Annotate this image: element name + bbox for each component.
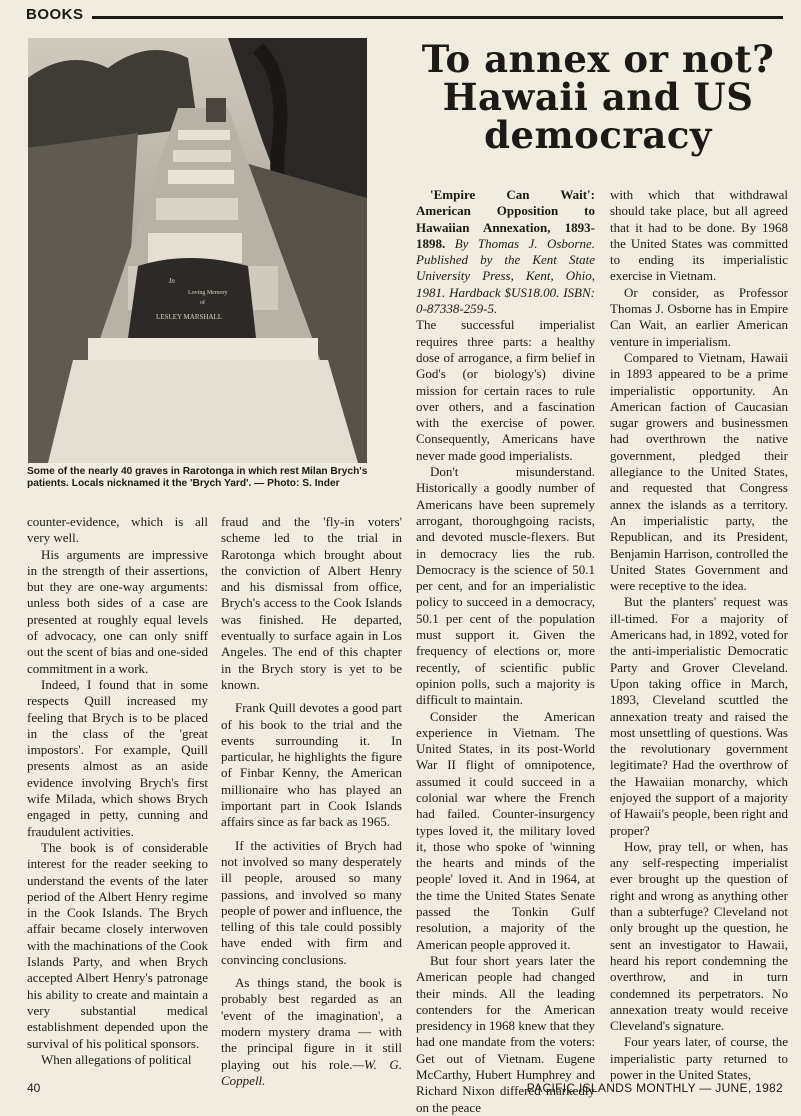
book-reference: [416, 187, 595, 317]
column-4: [610, 187, 788, 1083]
paragraph: Compared to Vietnam, Hawaii in 1893 appeared to be a prime imperialistic opportunity. An American faction of Caucasian sugar growers and businessmen had overthrown the native government, pledged their allegiance to the United States, and requested that Congress annex the islands as a territory. An imperialistic party, the Republican, and its President, Benjamin Harrison, controlled the United States Government and were receptive to the idea.: [610, 349, 788, 594]
headstone-line-3: of: [200, 300, 205, 306]
paragraph: Four years later, of course, the imperialistic party returned to power in the United States,: [610, 1034, 788, 1083]
paragraph: The successful imperialist requires three parts: a healthy dose of arrogance, a firm belief in God's (or biology's) divine mission for certain races to rule over others, and a fascination with the exercise of power. Consequently, Americans have never made good imperialists.: [416, 317, 595, 463]
column-1: [27, 514, 208, 1068]
paragraph: Indeed, I found that in some respects Quill increased my feeling that Brych is to be placed in the class of the 'great impostors'. For example, Quill presents almost as an aside evidence involving Brych's first wife Milada, which shows Brych engaged in petty, cunning and fraudulent activities.: [27, 676, 208, 839]
section-label: BOOKS: [26, 6, 84, 23]
paragraph: The book is of considerable interest for the reader seeking to understand the events of the later period of the Albert Henry regime in the Cook Islands. The Brych affair became closely interwoven with the machinations of the Cook Islands Party, and when Brych accepted Albert Henry's patronage his ability to create and maintain a very substantial medical establishment depended upon the survival of his political sponsors.: [27, 839, 208, 1051]
headstone-line-4: LESLEY MARSHALL: [156, 313, 223, 321]
paragraph: Frank Quill devotes a good part of his book to the trial and the events surrounding it. In particular, he highlights the figure of Finbar Kenny, the American millionaire who has played an important part in Cook Islands affairs since as far back as 1965.: [221, 700, 402, 830]
paragraph: When allegations of political: [41, 1051, 192, 1067]
paragraph: How, pray tell, or when, has any self-respecting imperialist ever brought up the question of right and wrong as anything other than a subterfuge? Cleveland not only brought up the question, he sent an investigator to Hawaii, heard his report condemning the overthrow, and in turn condemned its perpetrators. No annexation treaty would receive Cleveland's signature.: [610, 838, 788, 1034]
paragraph: Don't misunderstand. Historically a goodly number of Americans have been supremely arrogant, thoroughgoing racists, and devoted muscle-flexers. But in democracy lies the rub. Democracy is the science of 50.1 per cent, and for an imperialistic policy to succeed in a democracy, 50.1 per cent of the population must support it. Given the frequency of elections or, more recently, of scientific public opinion polls, such a majority is difficult to maintain.: [416, 464, 595, 708]
paragraph: If the activities of Brych had not involved so many desperately ill people, aroused so many passions, and involved so many people of power and influence, the telling of this tale could possibly have ended with firm and convincing conclusions.: [221, 837, 402, 967]
page-number: 40: [27, 1081, 41, 1095]
paragraph: But the planters' request was ill-timed. For a majority of Americans had, in 1892, voted for the anti-imperialistic Democratic Party and Grover Cleveland. Upon taking office in March, 1893, Cleveland scuttled the annexation treaty and raised the most unsettling of questions. Was the revolutionary government legitimate? Had the overthrow of the Hawaiian monarchy, which enjoyed the support of a majority of Hawaii's people, been right and proper?: [610, 594, 788, 838]
headstone-line-2: Loving Memory: [188, 290, 228, 296]
graves-photo: [28, 38, 367, 463]
book-details: By Thomas J. Osborne. Published by the Kent State University Press, Kent, Ohio, 1981. Hardback $US18.00. ISBN: 0-87338-259-5.: [416, 235, 595, 317]
photo-caption: Some of the nearly 40 graves in Rarotonga in which rest Milan Brych's patients. Locals nicknamed it the 'Brych Yard'. — Photo: S. Inder: [27, 466, 368, 490]
header-rule: [92, 16, 783, 19]
book-title: 'Empire Can Wait': American Opposition to Hawaiian Annexation, 1893-1898.: [416, 187, 595, 251]
paragraph: [221, 975, 402, 1089]
column-2: [221, 514, 402, 1089]
publication-footer: PACIFIC ISLANDS MONTHLY — JUNE, 1982: [526, 1081, 783, 1095]
paragraph: fraud and the 'fly-in voters' scheme led to the trial in Rarotonga which brought about the conviction of Albert Henry and his dismissal from office, Brych's access to the Cook Islands was finished. He departed, eventually to surface again in Los Angeles. The end of this chapter in the Brych story is yet to be known.: [221, 514, 402, 692]
headline: To annex or not? Hawaii and US democracy: [421, 37, 775, 157]
headstone-line-1: In: [169, 277, 175, 285]
paragraph: Or consider, as Professor Thomas J. Osborne has in Empire Can Wait, an earlier American venture in imperialism.: [610, 284, 788, 349]
column-3: [416, 187, 595, 1116]
reviewer-byline: —W. G. Coppell.: [221, 1056, 402, 1088]
paragraph: His arguments are impressive in the strength of their assertions, but they are one-way arguments: unless both sides of a case are presented at roughly equal levels of advocacy, one can only sniff out the scent of bias and one-sided commitment in a work.: [27, 546, 208, 676]
paragraph: counter-evidence, which is all very well.: [27, 514, 208, 546]
paragraph: with which that withdrawal should take place, but all agreed that it had to be done. By 1968 the United States was committed to ending its imperialistic exercise in Vietnam.: [610, 187, 788, 284]
closing-text: As things stand, the book is probably best regarded as an 'event of the imagination', a modern mystery drama — with the principal figure in it still playing out his role.: [221, 975, 402, 1072]
graves-illustration: [28, 38, 367, 463]
paragraph: But four short years later the American people had changed their minds. All the leading contenders for the American presidency in 1968 knew that they had one mandate from the voters: Get out of Vietnam. Eugene McCarthy, Hubert Humphrey and Richard Nixon differed markedly on the peace: [416, 952, 595, 1115]
paragraph: Consider the American experience in Vietnam. The United States, in its post-World War II flight of omnipotence, assumed it could succeed in a colonial war where the French had failed. Counter-insurgency types loved it, the military loved it, those who spoke of 'winning the hearts and minds of the people' loved it. And in 1964, at the time the United States Senate passed the Tonkin Gulf resolution, a majority of the American people approved it.: [416, 708, 595, 952]
